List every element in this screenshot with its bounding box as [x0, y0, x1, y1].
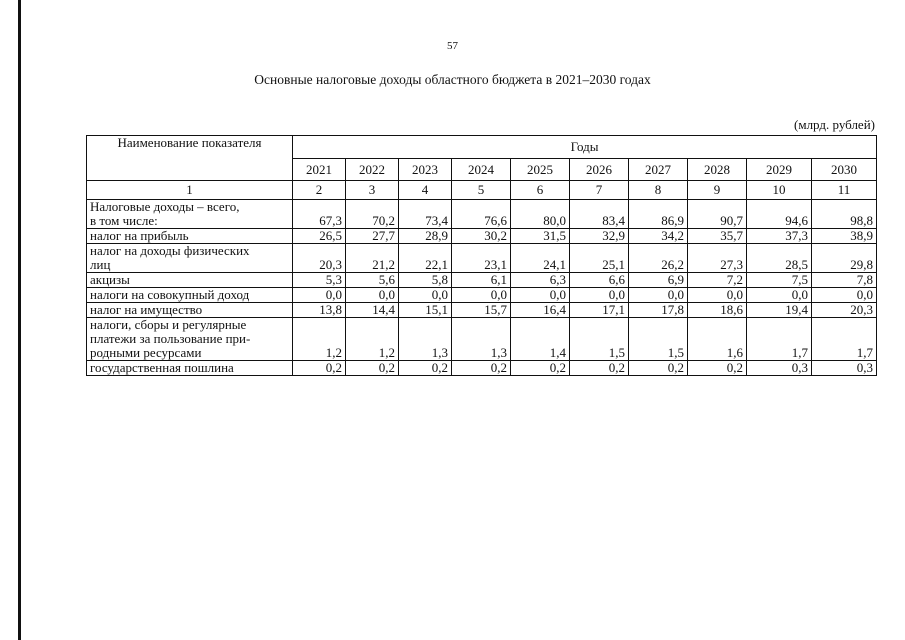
- years-header: Годы: [293, 136, 877, 159]
- row-label: налоги, сборы и регулярные платежи за пользование при- родными ресурсами: [87, 318, 293, 361]
- value-cell: 90,7: [688, 200, 747, 229]
- value-cell: 0,0: [629, 288, 688, 303]
- value-cell: 80,0: [511, 200, 570, 229]
- value-cell: 28,9: [399, 229, 452, 244]
- value-cell: 6,1: [452, 273, 511, 288]
- row-label: налог на имущество: [87, 303, 293, 318]
- year-header: 2028: [688, 159, 747, 181]
- value-cell: 18,6: [688, 303, 747, 318]
- column-number: 4: [399, 181, 452, 200]
- value-cell: 7,5: [747, 273, 812, 288]
- value-cell: 0,3: [747, 361, 812, 376]
- value-cell: 5,8: [399, 273, 452, 288]
- value-cell: 0,2: [511, 361, 570, 376]
- value-cell: 17,1: [570, 303, 629, 318]
- row-label: Налоговые доходы – всего, в том числе:: [87, 200, 293, 229]
- value-cell: 26,5: [293, 229, 346, 244]
- value-cell: 22,1: [399, 244, 452, 273]
- table-row: [87, 303, 877, 318]
- value-cell: 1,7: [747, 318, 812, 361]
- value-cell: 0,2: [688, 361, 747, 376]
- value-cell: 24,1: [511, 244, 570, 273]
- value-cell: 31,5: [511, 229, 570, 244]
- value-cell: 20,3: [812, 303, 877, 318]
- column-number: 3: [346, 181, 399, 200]
- year-header: 2023: [399, 159, 452, 181]
- value-cell: 0,0: [293, 288, 346, 303]
- value-cell: 5,3: [293, 273, 346, 288]
- column-number: 2: [293, 181, 346, 200]
- value-cell: 94,6: [747, 200, 812, 229]
- year-header: 2029: [747, 159, 812, 181]
- table-row: [87, 361, 877, 376]
- value-cell: 1,6: [688, 318, 747, 361]
- value-cell: 0,2: [452, 361, 511, 376]
- value-cell: 0,0: [570, 288, 629, 303]
- value-cell: 83,4: [570, 200, 629, 229]
- row-label: государственная пошлина: [87, 361, 293, 376]
- value-cell: 0,2: [570, 361, 629, 376]
- value-cell: 0,2: [629, 361, 688, 376]
- value-cell: 34,2: [629, 229, 688, 244]
- value-cell: 0,0: [747, 288, 812, 303]
- value-cell: 0,3: [812, 361, 877, 376]
- year-header: 2026: [570, 159, 629, 181]
- value-cell: 86,9: [629, 200, 688, 229]
- value-cell: 29,8: [812, 244, 877, 273]
- row-label: налог на прибыль: [87, 229, 293, 244]
- document-title: Основные налоговые доходы областного бюджета в 2021–2030 годах: [254, 72, 651, 87]
- value-cell: 38,9: [812, 229, 877, 244]
- value-cell: 5,6: [346, 273, 399, 288]
- value-cell: 0,0: [511, 288, 570, 303]
- value-cell: 27,3: [688, 244, 747, 273]
- tax-revenue-table: [86, 135, 877, 376]
- value-cell: 20,3: [293, 244, 346, 273]
- value-cell: 17,8: [629, 303, 688, 318]
- table-row: [87, 273, 877, 288]
- row-label: акцизы: [87, 273, 293, 288]
- value-cell: 70,2: [346, 200, 399, 229]
- value-cell: 1,4: [511, 318, 570, 361]
- value-cell: 1,2: [346, 318, 399, 361]
- value-cell: 19,4: [747, 303, 812, 318]
- value-cell: 32,9: [570, 229, 629, 244]
- value-cell: 7,8: [812, 273, 877, 288]
- table-row: [87, 318, 877, 361]
- column-number: 9: [688, 181, 747, 200]
- column-number: 11: [812, 181, 877, 200]
- value-cell: 35,7: [688, 229, 747, 244]
- year-header: 2027: [629, 159, 688, 181]
- value-cell: 0,0: [812, 288, 877, 303]
- value-cell: 21,2: [346, 244, 399, 273]
- value-cell: 0,0: [452, 288, 511, 303]
- column-number-row: [87, 181, 877, 200]
- value-cell: 67,3: [293, 200, 346, 229]
- value-cell: 6,9: [629, 273, 688, 288]
- table-row: [87, 200, 877, 229]
- year-header: 2030: [812, 159, 877, 181]
- value-cell: 1,2: [293, 318, 346, 361]
- row-label: налог на доходы физических лиц: [87, 244, 293, 273]
- column-number: 1: [87, 181, 293, 200]
- value-cell: 14,4: [346, 303, 399, 318]
- table-row: [87, 229, 877, 244]
- year-header: 2024: [452, 159, 511, 181]
- table-row: [87, 244, 877, 273]
- column-number: 7: [570, 181, 629, 200]
- value-cell: 26,2: [629, 244, 688, 273]
- value-cell: 13,8: [293, 303, 346, 318]
- value-cell: 37,3: [747, 229, 812, 244]
- value-cell: 76,6: [452, 200, 511, 229]
- value-cell: 98,8: [812, 200, 877, 229]
- value-cell: 1,3: [452, 318, 511, 361]
- column-number: 5: [452, 181, 511, 200]
- value-cell: 16,4: [511, 303, 570, 318]
- row-label: налоги на совокупный доход: [87, 288, 293, 303]
- value-cell: 25,1: [570, 244, 629, 273]
- value-cell: 0,2: [346, 361, 399, 376]
- indicator-name-header: Наименование показателя: [87, 136, 293, 181]
- page-number: 57: [447, 40, 458, 52]
- value-cell: 1,3: [399, 318, 452, 361]
- year-header: 2021: [293, 159, 346, 181]
- value-cell: 30,2: [452, 229, 511, 244]
- value-cell: 1,5: [570, 318, 629, 361]
- value-cell: 6,3: [511, 273, 570, 288]
- scan-edge-line: [18, 0, 21, 640]
- units-note: (млрд. рублей): [794, 117, 875, 132]
- table-row: [87, 288, 877, 303]
- column-number: 10: [747, 181, 812, 200]
- value-cell: 0,2: [293, 361, 346, 376]
- value-cell: 73,4: [399, 200, 452, 229]
- value-cell: 15,1: [399, 303, 452, 318]
- value-cell: 0,0: [399, 288, 452, 303]
- column-number: 8: [629, 181, 688, 200]
- value-cell: 1,7: [812, 318, 877, 361]
- year-header: 2022: [346, 159, 399, 181]
- column-number: 6: [511, 181, 570, 200]
- value-cell: 0,0: [346, 288, 399, 303]
- table-body: [87, 200, 877, 376]
- value-cell: 6,6: [570, 273, 629, 288]
- value-cell: 28,5: [747, 244, 812, 273]
- value-cell: 0,2: [399, 361, 452, 376]
- year-header: 2025: [511, 159, 570, 181]
- value-cell: 27,7: [346, 229, 399, 244]
- value-cell: 1,5: [629, 318, 688, 361]
- value-cell: 15,7: [452, 303, 511, 318]
- value-cell: 7,2: [688, 273, 747, 288]
- value-cell: 0,0: [688, 288, 747, 303]
- value-cell: 23,1: [452, 244, 511, 273]
